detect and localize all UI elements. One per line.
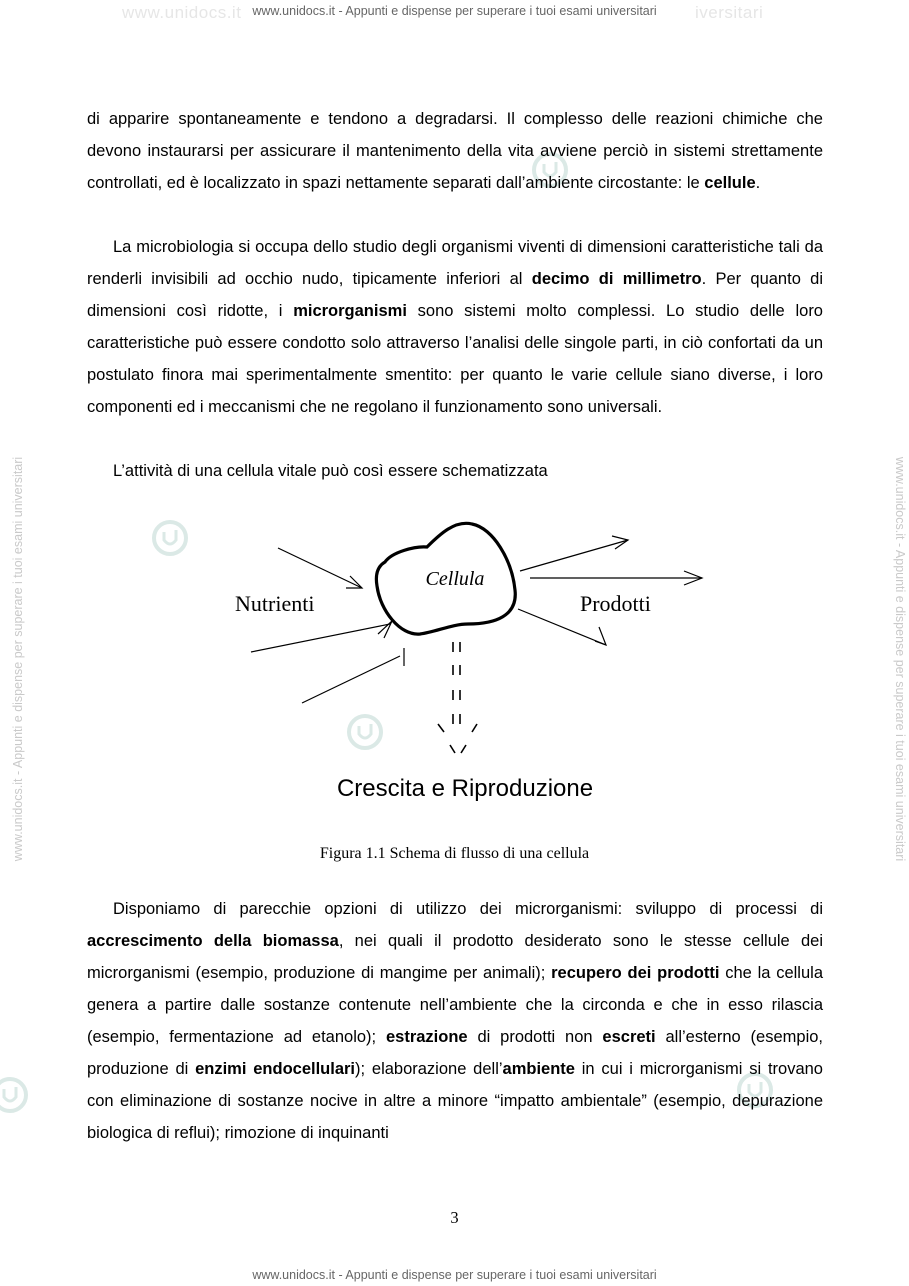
text-run: La microbiologia si occupa dello studio degli organismi viventi di dimensioni caratteristiche tali da renderli invisibili ad occhio nudo, tipicamente inferiori al: [87, 238, 823, 288]
text-run: in cui i microrganismi si trovano con eliminazione di sostanze nocive in altre a minore “impatto ambientale” (esempio, depurazione biologica di reflui); rimozione di inquinanti: [87, 1060, 823, 1142]
text-run: , nei quali il prodotto desiderato sono le stesse cellule dei microrganismi (esempio, produzione di mangime per animali);: [87, 932, 824, 982]
growth-arrow: [438, 642, 477, 753]
growth-label: Crescita e Riproduzione: [336, 775, 594, 802]
bold-term: estrazione: [385, 1028, 468, 1046]
bold-term: ambiente: [502, 1060, 575, 1078]
paragraph-4: [87, 893, 823, 1149]
text-run: sono sistemi molto complessi. Lo studio delle loro caratteristiche può essere condotto solo attraverso l’analisi delle singole parti, in ciò confortati da un postulato finora mai sperimentalmente smentito: per quanto le varie cellule siano diverse, i loro componenti ed i meccanismi che ne regolano il funzionamento sono universali.: [87, 302, 823, 416]
bold-term: enzimi endocellulari: [195, 1060, 356, 1078]
figure-caption: Figura 1.1 Schema di flusso di una cellula: [319, 845, 590, 862]
paragraph-2: [87, 231, 823, 423]
text-run: Disponiamo di parecchie opzioni di utilizzo dei microrganismi: sviluppo di processi di: [113, 900, 823, 918]
bold-term: accrescimento della biomassa: [87, 932, 339, 950]
paragraph-1: [87, 103, 823, 199]
bold-term: microrganismi: [293, 302, 407, 320]
cell-flow-diagram: [0, 500, 909, 820]
products-label: Prodotti: [580, 591, 651, 616]
paragraph-3: L’attività di una cellula vitale può così essere schematizzata: [113, 462, 548, 480]
watermark-side-left: www.unidocs.it - Appunti e dispense per superare i tuoi esami universitari: [11, 456, 25, 862]
watermark-top-link[interactable]: www.unidocs.it - Appunti e dispense per superare i tuoi esami universitari: [252, 4, 657, 18]
bold-term: decimo di millimetro: [531, 270, 702, 288]
watermark-ghost-right: iversitari: [695, 3, 764, 22]
text-run: . Per quanto di dimensioni così ridotte, i: [87, 270, 823, 320]
text-run: di apparire spontaneamente e tendono a degradarsi. Il complesso delle reazioni chimiche che devono instaurarsi per assicurare il mantenimento della vita avviene perciò in sistemi strettamente controllati, ed è localizzato in spazi nettamente separati dall’ambiente circostante: le: [87, 110, 823, 192]
watermark-ghost-left: www.unidocs.it: [122, 3, 242, 22]
bold-term: recupero dei prodotti: [551, 964, 720, 982]
input-arrows: [251, 548, 404, 703]
text-run: di prodotti non: [467, 1028, 603, 1046]
cell-label: Cellula: [425, 568, 485, 590]
watermark-side-right: www.unidocs.it - Appunti e dispense per superare i tuoi esami universitari: [893, 456, 907, 862]
bold-term: cellule: [704, 174, 756, 192]
text-run: all’esterno (esempio, produzione di: [87, 1028, 823, 1078]
nutrients-label: Nutrienti: [235, 591, 315, 616]
watermark-bottom-link[interactable]: www.unidocs.it - Appunti e dispense per superare i tuoi esami universitari: [252, 1268, 657, 1282]
unidocs-logo-icon: [0, 1075, 30, 1115]
text-run: ); elaborazione dell’: [355, 1060, 503, 1078]
text-run: che la cellula genera a partire dalle sostanze contenute nell’ambiente che la circonda e che in esso rilascia (esempio, fermentazione ad etanolo);: [87, 964, 823, 1046]
text-run: .: [755, 174, 761, 192]
page-number: 3: [450, 1208, 459, 1227]
bold-term: escreti: [602, 1028, 656, 1046]
